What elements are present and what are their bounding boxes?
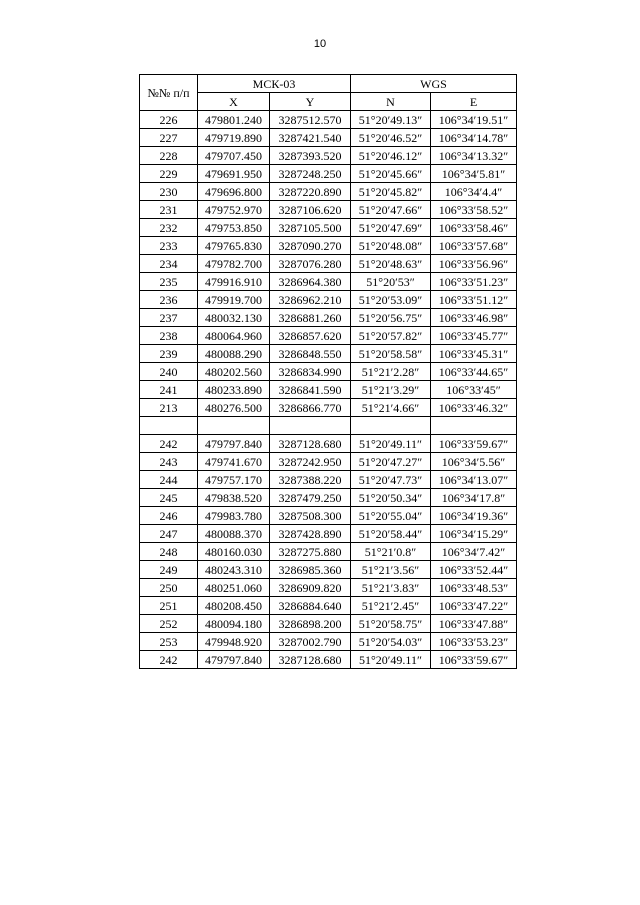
cell-e: 106°33′45.77″ (431, 327, 517, 345)
cell-y: 3287393.520 (270, 147, 351, 165)
table-row (140, 237, 517, 255)
cell-point-number (140, 417, 198, 435)
header-point-number: №№ п/п (140, 75, 198, 111)
cell-x: 480243.310 (198, 561, 270, 579)
cell-n: 51°20′49.11″ (351, 651, 431, 669)
cell-point-number: 230 (140, 183, 198, 201)
cell-x: 479797.840 (198, 651, 270, 669)
cell-x: 479696.800 (198, 183, 270, 201)
table-row (140, 525, 517, 543)
cell-n: 51°21′0.8″ (351, 543, 431, 561)
cell-y: 3286841.590 (270, 381, 351, 399)
cell-e: 106°33′51.23″ (431, 273, 517, 291)
cell-x: 480233.890 (198, 381, 270, 399)
table-row (140, 327, 517, 345)
cell-e: 106°34′5.56″ (431, 453, 517, 471)
cell-n: 51°20′45.82″ (351, 183, 431, 201)
cell-n: 51°20′48.63″ (351, 255, 431, 273)
cell-y: 3286962.210 (270, 291, 351, 309)
cell-point-number: 253 (140, 633, 198, 651)
cell-x: 479691.950 (198, 165, 270, 183)
cell-y: 3286848.550 (270, 345, 351, 363)
cell-point-number: 213 (140, 399, 198, 417)
table-row (140, 129, 517, 147)
cell-e: 106°34′13.07″ (431, 471, 517, 489)
cell-e: 106°34′17.8″ (431, 489, 517, 507)
cell-x: 479782.700 (198, 255, 270, 273)
cell-x: 480032.130 (198, 309, 270, 327)
table-row (140, 255, 517, 273)
cell-y: 3287275.880 (270, 543, 351, 561)
cell-point-number: 234 (140, 255, 198, 273)
cell-n: 51°20′58.58″ (351, 345, 431, 363)
cell-y: 3287128.680 (270, 435, 351, 453)
table-row (140, 507, 517, 525)
page-number: 10 (313, 38, 327, 50)
cell-n: 51°20′50.34″ (351, 489, 431, 507)
table-row (140, 165, 517, 183)
cell-e: 106°33′59.67″ (431, 651, 517, 669)
cell-n: 51°20′53″ (351, 273, 431, 291)
cell-y: 3286866.770 (270, 399, 351, 417)
cell-y: 3287076.280 (270, 255, 351, 273)
cell-x: 479741.670 (198, 453, 270, 471)
cell-n: 51°20′55.04″ (351, 507, 431, 525)
cell-point-number: 228 (140, 147, 198, 165)
cell-n: 51°20′47.66″ (351, 201, 431, 219)
cell-x: 480064.960 (198, 327, 270, 345)
cell-x: 479797.840 (198, 435, 270, 453)
cell-e: 106°33′58.52″ (431, 201, 517, 219)
cell-point-number: 227 (140, 129, 198, 147)
table-row (140, 435, 517, 453)
cell-e: 106°34′4.4″ (431, 183, 517, 201)
cell-point-number: 238 (140, 327, 198, 345)
cell-point-number: 247 (140, 525, 198, 543)
table-row (140, 615, 517, 633)
table-row (140, 345, 517, 363)
header-n: N (351, 93, 431, 111)
cell-n: 51°21′4.66″ (351, 399, 431, 417)
cell-y: 3286834.990 (270, 363, 351, 381)
cell-e: 106°33′48.53″ (431, 579, 517, 597)
cell-y: 3286964.380 (270, 273, 351, 291)
header-msk03-group: МСК-03 (198, 75, 351, 93)
table-row (140, 219, 517, 237)
table-row (140, 597, 517, 615)
cell-y: 3287090.270 (270, 237, 351, 255)
cell-n: 51°20′49.11″ (351, 435, 431, 453)
header-wgs-group: WGS (351, 75, 517, 93)
cell-y: 3287002.790 (270, 633, 351, 651)
cell-point-number: 231 (140, 201, 198, 219)
cell-y: 3286881.260 (270, 309, 351, 327)
cell-e: 106°34′7.42″ (431, 543, 517, 561)
cell-x: 479707.450 (198, 147, 270, 165)
table-row (140, 417, 517, 435)
cell-y: 3287388.220 (270, 471, 351, 489)
cell-e (431, 417, 517, 435)
cell-x: 479719.890 (198, 129, 270, 147)
cell-point-number: 249 (140, 561, 198, 579)
cell-x: 479983.780 (198, 507, 270, 525)
cell-y: 3286909.820 (270, 579, 351, 597)
cell-x: 480276.500 (198, 399, 270, 417)
table-row (140, 183, 517, 201)
cell-point-number: 252 (140, 615, 198, 633)
cell-point-number: 241 (140, 381, 198, 399)
table-header (140, 75, 517, 111)
cell-x: 480094.180 (198, 615, 270, 633)
cell-e: 106°33′47.22″ (431, 597, 517, 615)
table-row (140, 147, 517, 165)
cell-e: 106°33′59.67″ (431, 435, 517, 453)
cell-x: 480160.030 (198, 543, 270, 561)
cell-y: 3287428.890 (270, 525, 351, 543)
cell-x: 480208.450 (198, 597, 270, 615)
cell-n: 51°20′47.27″ (351, 453, 431, 471)
cell-point-number: 239 (140, 345, 198, 363)
cell-point-number: 226 (140, 111, 198, 129)
cell-y: 3287248.250 (270, 165, 351, 183)
cell-x (198, 417, 270, 435)
cell-y (270, 417, 351, 435)
table-row (140, 399, 517, 417)
cell-n: 51°20′58.44″ (351, 525, 431, 543)
cell-point-number: 233 (140, 237, 198, 255)
cell-point-number: 242 (140, 435, 198, 453)
cell-e: 106°33′46.98″ (431, 309, 517, 327)
cell-n: 51°20′46.12″ (351, 147, 431, 165)
cell-n: 51°21′3.56″ (351, 561, 431, 579)
cell-e: 106°33′47.88″ (431, 615, 517, 633)
cell-x: 479948.920 (198, 633, 270, 651)
cell-point-number: 232 (140, 219, 198, 237)
cell-y: 3287220.890 (270, 183, 351, 201)
cell-n (351, 417, 431, 435)
cell-e: 106°34′14.78″ (431, 129, 517, 147)
cell-n: 51°20′49.13″ (351, 111, 431, 129)
cell-n: 51°21′3.83″ (351, 579, 431, 597)
table-body (140, 111, 517, 669)
cell-y: 3287508.300 (270, 507, 351, 525)
cell-e: 106°33′57.68″ (431, 237, 517, 255)
cell-x: 479919.700 (198, 291, 270, 309)
cell-y: 3286857.620 (270, 327, 351, 345)
cell-e: 106°33′44.65″ (431, 363, 517, 381)
cell-e: 106°34′13.32″ (431, 147, 517, 165)
cell-x: 480088.290 (198, 345, 270, 363)
table-row (140, 291, 517, 309)
cell-point-number: 236 (140, 291, 198, 309)
cell-n: 51°20′46.52″ (351, 129, 431, 147)
table-row (140, 273, 517, 291)
cell-y: 3287421.540 (270, 129, 351, 147)
cell-point-number: 235 (140, 273, 198, 291)
cell-y: 3287242.950 (270, 453, 351, 471)
cell-point-number: 244 (140, 471, 198, 489)
table-row (140, 201, 517, 219)
table-row (140, 579, 517, 597)
cell-n: 51°20′47.69″ (351, 219, 431, 237)
cell-point-number: 237 (140, 309, 198, 327)
table-row (140, 489, 517, 507)
cell-y: 3287128.680 (270, 651, 351, 669)
cell-e: 106°34′19.36″ (431, 507, 517, 525)
cell-n: 51°20′45.66″ (351, 165, 431, 183)
cell-point-number: 240 (140, 363, 198, 381)
cell-point-number: 250 (140, 579, 198, 597)
cell-point-number: 251 (140, 597, 198, 615)
header-e: E (431, 93, 517, 111)
table-row (140, 381, 517, 399)
cell-point-number: 243 (140, 453, 198, 471)
cell-x: 479801.240 (198, 111, 270, 129)
table-row (140, 309, 517, 327)
cell-e: 106°33′45.31″ (431, 345, 517, 363)
cell-n: 51°20′53.09″ (351, 291, 431, 309)
cell-x: 479757.170 (198, 471, 270, 489)
table-row (140, 561, 517, 579)
table-row (140, 471, 517, 489)
cell-n: 51°20′58.75″ (351, 615, 431, 633)
table-row (140, 633, 517, 651)
cell-n: 51°20′48.08″ (351, 237, 431, 255)
cell-e: 106°33′56.96″ (431, 255, 517, 273)
cell-n: 51°20′56.75″ (351, 309, 431, 327)
cell-n: 51°20′54.03″ (351, 633, 431, 651)
cell-y: 3287479.250 (270, 489, 351, 507)
cell-point-number: 248 (140, 543, 198, 561)
cell-e: 106°34′19.51″ (431, 111, 517, 129)
cell-e: 106°34′5.81″ (431, 165, 517, 183)
cell-x: 479916.910 (198, 273, 270, 291)
cell-n: 51°21′2.45″ (351, 597, 431, 615)
cell-n: 51°21′2.28″ (351, 363, 431, 381)
cell-y: 3287105.500 (270, 219, 351, 237)
cell-x: 479765.830 (198, 237, 270, 255)
cell-x: 480202.560 (198, 363, 270, 381)
cell-x: 480088.370 (198, 525, 270, 543)
table-row (140, 651, 517, 669)
cell-point-number: 229 (140, 165, 198, 183)
cell-y: 3286985.360 (270, 561, 351, 579)
cell-x: 479752.970 (198, 201, 270, 219)
cell-e: 106°33′58.46″ (431, 219, 517, 237)
cell-n: 51°20′47.73″ (351, 471, 431, 489)
cell-y: 3286884.640 (270, 597, 351, 615)
table-row (140, 543, 517, 561)
header-x: X (198, 93, 270, 111)
cell-point-number: 245 (140, 489, 198, 507)
table-row (140, 453, 517, 471)
cell-n: 51°20′57.82″ (351, 327, 431, 345)
cell-n: 51°21′3.29″ (351, 381, 431, 399)
cell-y: 3286898.200 (270, 615, 351, 633)
cell-point-number: 246 (140, 507, 198, 525)
cell-e: 106°33′53.23″ (431, 633, 517, 651)
cell-point-number: 242 (140, 651, 198, 669)
cell-x: 479753.850 (198, 219, 270, 237)
cell-x: 480251.060 (198, 579, 270, 597)
cell-e: 106°33′45″ (431, 381, 517, 399)
cell-x: 479838.520 (198, 489, 270, 507)
cell-y: 3287512.570 (270, 111, 351, 129)
table-row (140, 111, 517, 129)
coordinates-table (139, 74, 517, 669)
header-y: Y (270, 93, 351, 111)
table-row (140, 363, 517, 381)
cell-e: 106°34′15.29″ (431, 525, 517, 543)
cell-e: 106°33′51.12″ (431, 291, 517, 309)
cell-e: 106°33′52.44″ (431, 561, 517, 579)
cell-y: 3287106.620 (270, 201, 351, 219)
cell-e: 106°33′46.32″ (431, 399, 517, 417)
